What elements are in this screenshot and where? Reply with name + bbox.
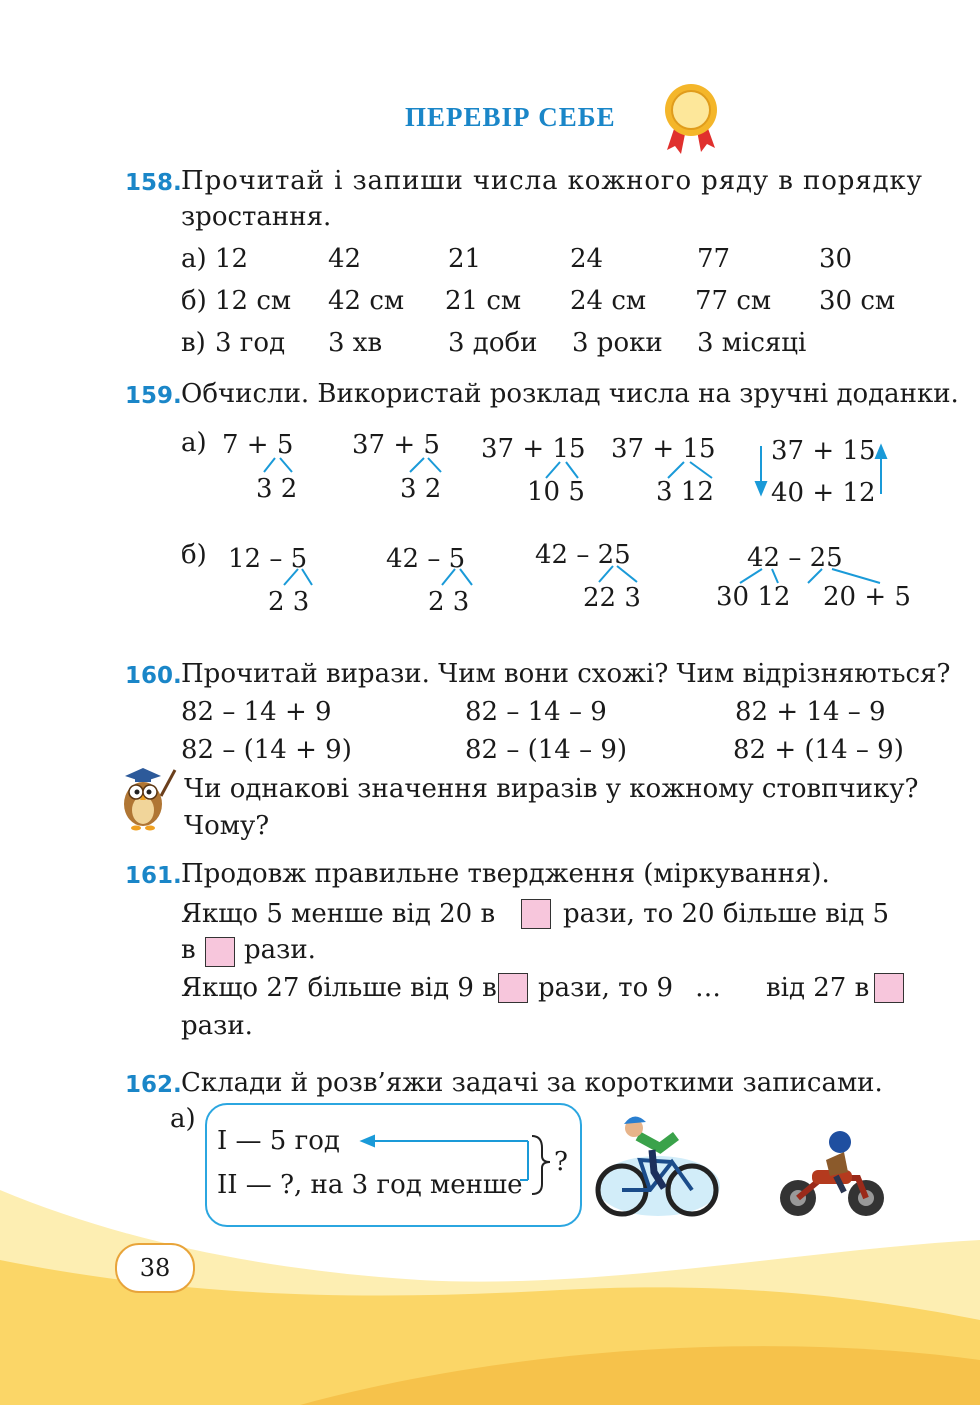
expression: 37 + 5 (352, 430, 440, 460)
statement-1-prefix: в (181, 935, 196, 965)
expression: 82 – 14 – 9 (465, 697, 607, 727)
decomposition: 40 + 12 (771, 478, 876, 508)
expression: 82 – (14 – 9) (465, 735, 628, 765)
exercise-158-text-line1: Прочитай і запиши числа кожного ряду в порядку (181, 166, 923, 196)
answer-box[interactable] (521, 899, 551, 929)
statement-2-start: Якщо 27 більше від 9 в (181, 973, 497, 1003)
length-item: 42 см (328, 286, 405, 316)
record-line-1: І — 5 год (217, 1126, 340, 1156)
question-line2: Чому? (184, 811, 270, 841)
answer-box[interactable] (498, 973, 528, 1003)
row-label: б) (181, 286, 207, 316)
part-label-b: б) (181, 540, 207, 570)
number-item: 77 (697, 244, 731, 274)
statement-1-end: рази. (244, 935, 316, 965)
decomposition: 20 + 5 (823, 582, 911, 612)
statement-2-suffix: від 27 в (766, 973, 870, 1003)
expression: 37 + 15 (481, 434, 586, 464)
length-item: 21 см (445, 286, 522, 316)
number-item: 30 (819, 244, 853, 274)
expression: 42 – 25 (747, 543, 843, 573)
length-item: 30 см (819, 286, 896, 316)
owl-teacher-icon (113, 762, 179, 832)
page-title: ПЕРЕВІР СЕБЕ (405, 102, 616, 132)
exercise-number-161: 161. (125, 863, 182, 889)
time-item: 3 місяці (697, 328, 807, 358)
number-item: 24 (570, 244, 604, 274)
medal-icon (655, 80, 721, 156)
decomposition: 3 12 (656, 477, 714, 507)
exercise-162-text: Склади й розв’яжи задачі за короткими записами. (181, 1068, 883, 1098)
statement-1-start: Якщо 5 менше від 20 в (181, 899, 496, 929)
page-number: 38 (115, 1243, 195, 1293)
expression: 12 – 5 (228, 544, 308, 574)
expression: 82 + (14 – 9) (733, 735, 904, 765)
statement-1-middle: рази, то 20 більше від 5 (563, 899, 890, 929)
exercise-number-159: 159. (125, 383, 182, 409)
question-line1: Чи однакові значення виразів у кожному стовпчику? (184, 774, 919, 804)
part-label-a: а) (181, 428, 207, 458)
exercise-161-text: Продовж правильне твердження (міркування). (181, 859, 830, 889)
part-label-a: а) (170, 1104, 196, 1134)
exercise-159-text: Обчисли. Використай розклад числа на зручні доданки. (181, 379, 959, 409)
time-item: 3 год (215, 328, 286, 358)
decomposition: 22 3 (583, 583, 641, 613)
number-item: 21 (448, 244, 482, 274)
ellipsis: … (695, 973, 721, 1003)
decomposition: 2 3 (268, 587, 310, 617)
decomposition: 10 5 (527, 477, 585, 507)
statement-2-end: рази. (181, 1011, 253, 1041)
expression: 82 + 14 – 9 (735, 697, 886, 727)
expression: 7 + 5 (222, 430, 294, 460)
motorcyclist-icon (774, 1130, 892, 1222)
length-item: 24 см (570, 286, 647, 316)
row-label: а) (181, 244, 207, 274)
exercise-number-162: 162. (125, 1072, 182, 1098)
number-item: 42 (328, 244, 362, 274)
expression: 82 – 14 + 9 (181, 697, 332, 727)
exercise-number-158: 158. (125, 170, 182, 196)
exercise-158-text-line2: зростання. (181, 202, 332, 232)
exercise-number-160: 160. (125, 663, 182, 689)
decomposition: 2 3 (428, 587, 470, 617)
decomposition: 30 12 (716, 582, 791, 612)
time-item: 3 доби (448, 328, 538, 358)
length-item: 77 см (695, 286, 772, 316)
statement-2-middle: рази, то 9 (538, 973, 674, 1003)
answer-box[interactable] (205, 937, 235, 967)
expression: 42 – 5 (386, 544, 466, 574)
decomposition: 3 2 (400, 474, 442, 504)
cyclist-icon (592, 1106, 724, 1222)
time-item: 3 хв (328, 328, 383, 358)
number-item: 12 (215, 244, 249, 274)
time-item: 3 роки (572, 328, 663, 358)
row-label: в) (181, 328, 206, 358)
expression: 37 + 15 (771, 436, 876, 466)
answer-box[interactable] (874, 973, 904, 1003)
expression: 37 + 15 (611, 434, 716, 464)
question-mark: ? (554, 1147, 568, 1177)
exercise-160-text: Прочитай вирази. Чим вони схожі? Чим відрізняються? (181, 659, 951, 689)
length-item: 12 см (215, 286, 292, 316)
record-line-2: ІІ — ?, на 3 год менше (217, 1170, 523, 1200)
short-record-card (205, 1103, 582, 1227)
expression: 42 – 25 (535, 540, 631, 570)
expression: 82 – (14 + 9) (181, 735, 352, 765)
decomposition: 3 2 (256, 474, 298, 504)
